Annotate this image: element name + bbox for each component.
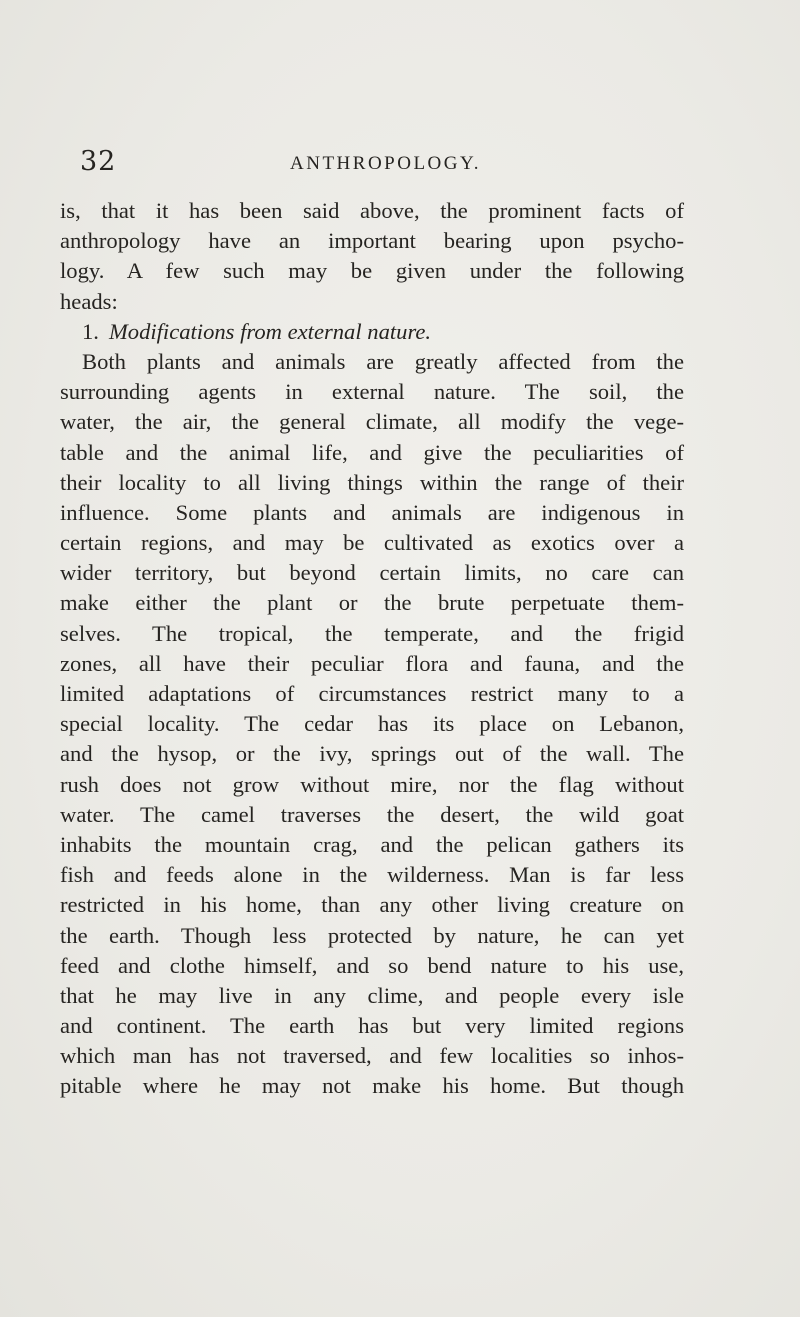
text-line: and the hysop, or the ivy, springs out of the wall. The — [60, 741, 684, 767]
text-line: anthropology have an important bearing upon psycho- — [60, 228, 684, 254]
text-line: limited adaptations of circumstances restrict many to a — [60, 681, 684, 706]
text-line: inhabits the mountain crag, and the pelican gathers its — [60, 831, 684, 857]
text-line: Both plants and animals are greatly affected from the — [82, 348, 684, 374]
text-line: pitable where he may not make his home. But though — [60, 1073, 684, 1099]
text-line: rush does not grow without mire, nor the flag without — [60, 771, 684, 797]
text-line: water, the air, the general climate, all modify the vege- — [60, 409, 684, 435]
section-heading — [60, 317, 684, 347]
text-line: fish and feeds alone in the wilderness. Man is far less — [60, 862, 684, 888]
section-number: 1. — [82, 318, 99, 344]
text-line: and continent. The earth has but very limited regions — [60, 1013, 684, 1039]
text-line: make either the plant or the brute perpetuate them- — [60, 590, 684, 616]
page-header — [80, 142, 710, 182]
text-line: logy. A few such may be given under the following — [60, 258, 684, 284]
text-line: water. The camel traverses the desert, the wild goat — [60, 801, 684, 827]
text-line: feed and clothe himself, and so bend nature to his use, — [60, 952, 684, 978]
running-head: ANTHROPOLOGY. — [290, 153, 482, 174]
text-line: the earth. Though less protected by nature, he can yet — [60, 922, 684, 948]
text-line: their locality to all living things within the range of their — [60, 469, 684, 495]
text-line: surrounding agents in external nature. The soil, the — [60, 379, 684, 405]
text-line: is, that it has been said above, the prominent facts of — [60, 198, 684, 223]
section-title: Modifications from external nature. — [108, 318, 432, 344]
text-line: that he may live in any clime, and people every isle — [60, 982, 684, 1008]
text-line: certain regions, and may be cultivated as exotics over a — [60, 530, 684, 556]
text-line: heads: — [60, 288, 118, 314]
page-number: 32 — [80, 146, 117, 177]
text-line: zones, all have their peculiar flora and fauna, and the — [60, 650, 684, 676]
text-line: which man has not traversed, and few localities so inhos- — [60, 1043, 684, 1069]
text-line: influence. Some plants and animals are indigenous in — [60, 499, 684, 525]
text-line: selves. The tropical, the temperate, and the frigid — [60, 620, 684, 646]
page-body — [60, 196, 684, 1102]
text-line: wider territory, but beyond certain limits, no care can — [60, 560, 684, 586]
text-line: table and the animal life, and give the peculiarities of — [60, 439, 684, 465]
text-line: restricted in his home, than any other living creature on — [60, 892, 684, 918]
text-line: special locality. The cedar has its place on Lebanon, — [60, 711, 684, 737]
